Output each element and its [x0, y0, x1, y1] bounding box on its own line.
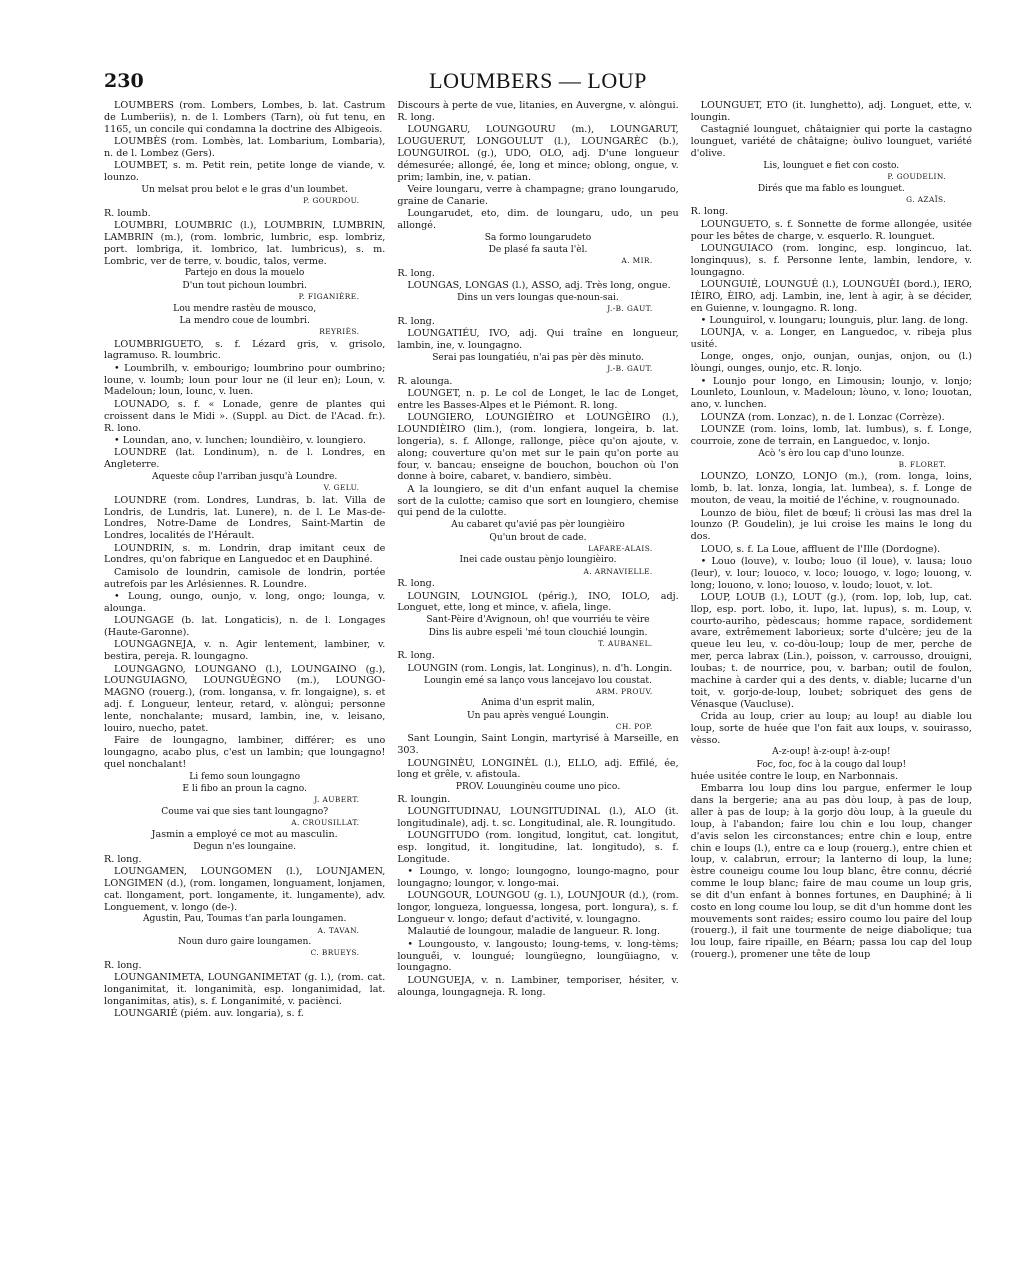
- quotation-line: Partejo en dous la mouelo: [184, 268, 305, 279]
- quotation-line: Qu'un brout de cade.: [489, 532, 587, 543]
- running-title: LOUMBERS — LOUP: [429, 68, 647, 93]
- reference-line: R. long.: [104, 959, 142, 971]
- page-number: 230: [104, 70, 144, 92]
- quotation-line: Sa formo loungarudeto: [484, 232, 592, 243]
- quotation-line: A-z-oup! à-z-oup! à-z-oup!: [772, 747, 891, 758]
- dictionary-entry: LOUNZO, LONZO, LONJO (m.), (rom. longa, loins, lomb, b. lat. lonza, longia, lat. lumbea), s. f. Longe de mouton, de veau, la moitié de l'échine, v. rougnounado.: [690, 471, 972, 507]
- dictionary-entry: A la loungiero, se dit d'un enfant auquel la chemise sort de la culotte; camiso que sort en loungiero, chemise qui pend de la culotte.: [397, 483, 679, 519]
- dictionary-entry: LOUNADO, s. f. « Lonade, genre de plantes qui croissent dans le Midi ». (Suppl. au Dict. de l'Acad. fr.). R. lono.: [104, 398, 386, 434]
- quotation-line: Li femo soun loungagno: [189, 771, 301, 782]
- column-middle: [397, 100, 678, 1172]
- reference-line: R. long.: [397, 578, 435, 590]
- dictionary-entry: • Loung, oungo, ounjo, v. long, ongo; lounga, v. alounga.: [104, 590, 386, 614]
- dictionary-entry: Loungarudet, eto, dim. de loungaru, udo, un peu allongé.: [397, 208, 679, 231]
- dictionary-entry: Lounzo de biòu, filet de bœuf; li cròusi las mas drel la lounzo (P. Goudelin), je lui croise les mains le long du dos.: [690, 507, 972, 543]
- dictionary-entry: LOUNZE (rom. loins, lomb, lat. lumbus), s. f. Longe, courroie, zone de terrain, en Languedoc, v. lonjo.: [690, 424, 972, 447]
- quote-attribution: J.-B. GAUT.: [607, 304, 653, 314]
- quotation-line: Inei cade oustau pènjo loungièiro.: [459, 555, 617, 566]
- dictionary-entry: • Lounguirol, v. loungaru; lounguis, plur. lang. de long.: [700, 314, 969, 326]
- dictionary-entry: LOUNDRE (lat. Londinum), n. de l. Londres, en Angleterre.: [104, 447, 386, 471]
- dictionary-entry: LOUMBERS (rom. Lombers, Lombes, b. lat. Castrum de Lumberiis), n. de l. Lombers (Tarn), où fut tenu, en 1165, un concile qui condamna la doctrine des Albigeois.: [104, 100, 386, 135]
- dictionary-entry: • Louo (louve), v. loubo; louo (il loue), v. lausa; louo (leur), v. lour; louoco, v. loco; louogo, v. logo; louong, v. long; louono, v. lono; louoso, v. loudo; louot, v. lot.: [690, 555, 972, 591]
- dictionary-entry: LOUNGET, n. p. Le col de Longet, le lac de Longet, entre les Basses-Alpes et le Piémont. R. long.: [397, 388, 679, 411]
- quotation-line: La mendro coue de loumbri.: [179, 315, 310, 326]
- quote-attribution: P. GOURDOU.: [303, 196, 360, 206]
- dictionary-entry: LOUNGIN, LOUNGIOL (périg.), INO, IOLO, adj. Longuet, ette, long et mince, v. afiela, linge.: [397, 590, 679, 614]
- column-right: [691, 100, 972, 1172]
- dictionary-entry: LOUNGAS, LONGAS (l.), ASSO, adj. Très long, ongue.: [407, 280, 671, 292]
- dictionary-entry: Longe, onges, onjo, ounjan, ounjas, onjon, ou (l.) lòungi, ounges, ounjo, etc. R. lonjo.: [690, 351, 972, 375]
- quotation-line: Un melsat prou belot e le gras d'un loumbet.: [141, 184, 348, 195]
- dictionary-entry: Malautié de loungour, maladie de langueur. R. long.: [407, 926, 661, 938]
- dictionary-entry: LOUMBET, s. m. Petit rein, petite longe de viande, v. lounzo.: [104, 160, 386, 184]
- dictionary-entry: LOUNGARU, LOUNGOURU (m.), LOUNGARUT, LOUGUERUT, LONGOULUT (l.), LOUNGARÈC (b.), LOUNGUIROL (g.), UDO, OLO, adj. D'une longueur démesurée; allongé, ée, long et mince; oblong, ongue, v. prim; lambin, ine, v. patian.: [397, 124, 679, 183]
- dictionary-entry: Crida au loup, crier au loup; au loup! au diable lou loup, sorte de huée que l'on fait aux loups, v. souirasso, vèsso.: [690, 710, 972, 746]
- reference-line: R. long.: [690, 206, 729, 218]
- dictionary-entry: LOUO, s. f. La Loue, affluent de l'Ille (Dordogne).: [700, 543, 941, 555]
- dictionary-entry: LOUNGAMEN, LOUNGOMEN (l.), LOUNJAMEN, LONGIMEN (d.), (rom. longamen, longuament, lonjamen, cat. llongament, port. longamente, it. lungamente), adv. Longuement, v. longo (de-).: [104, 865, 386, 913]
- quote-attribution: C. BRUEYS.: [310, 948, 360, 958]
- reference-line: R. long.: [397, 315, 435, 327]
- dictionary-entry: LOUNGAGNO, LOUNGANO (l.), LOUNGAINO (g.), LOUNGUIAGNO, LOUNGUÈGNO (m.), LOUNGO-MAGNO (rouerg.), (rom. longansa, v. fr. longaigne), s. et adj. f. Longueur, lenteur, retard, v. alòngui; personne lente, nonchalante; musard, lambin, ine, v. leisano, louiro, nuecho, patet.: [104, 663, 386, 734]
- dictionary-entry: LOUNGOUR, LOUNGOU (g. l.), LOUNJOUR (d.), (rom. longor, longueza, longuessa, longesa, port. longura), s. f. Longueur v. longo; defaut d'activité, v. loungagno.: [397, 890, 679, 926]
- dictionary-entry: Castagnié lounguet, châtaignier qui porte la castagno lounguet, variété de châtaigne; òulivo lounguet, variété d'olive.: [690, 124, 972, 159]
- dictionary-entry: LOUNGUET, ETO (it. lunghetto), adj. Longuet, ette, v. loungin.: [690, 100, 972, 123]
- quote-attribution: REYRIÈS.: [319, 327, 360, 337]
- dictionary-entry: LOUP, LOUB (l.), LOUT (g.), (rom. lop, lob, lup, cat. llop, esp. port. lobo, it. lupo, lat. lupus), s. m. Loup, v. courto-auriho, pèdescaus; homme rapace, sordidement avare, extrêmement laborieux; sorte d'ulcère; jeu de la queue leu leu, v. co-dòu-loup; loup de mer, perche de mer, perca labrax (Lin.), poisson, v. carrousso, drouigni, loubas; t. de nourrice, pou, v. barban; outil de foulon, machine à carder qui a des dents, v. diable; lucarne d'un toit, v. gorjo-de-loup, loubet; sobriquet des gens de Vénasque (Vaucluse).: [690, 591, 972, 710]
- dictionary-entry: LOUNGIN (rom. Longis, lat. Longinus), n. d'h. Longin.: [407, 662, 673, 674]
- reference-line: R. alounga.: [397, 375, 453, 387]
- quotation-line: Lou mendre rastèu de mousco,: [173, 303, 317, 314]
- dictionary-entry: • Loungo, v. longo; loungogno, loungo-magno, pour loungagno; loungor, v. longo-mai.: [397, 866, 679, 889]
- quotation-line: Dins un vers loungas que-noun-sai.: [457, 293, 619, 304]
- dictionary-entry: Faire de loungagno, lambiner, différer; es uno loungagno, acabo plus, c'est un lambin; que loungagno! quel nonchalant!: [104, 735, 386, 770]
- text-columns: [104, 100, 972, 1172]
- dictionary-entry: LOUNGIERO, LOUNGIÈIRO et LOUNGÈIRO (l.), LOUNDIÈIRO (lim.), (rom. longiera, longeira, b. lat. longeria), s. f. Allonge, rallonge, pièce qu'on ajoute, v. along; couverture qu'on met sur le pain qu'on porte au four, v. bancau; enseigne de bouchon, bouchon où l'on donne à boire, cabaret, v. bandiero, simbèu.: [397, 412, 679, 483]
- page-header: [104, 66, 972, 96]
- quotation-line: Au cabaret qu'avié pas pèr loungièiro: [451, 520, 625, 531]
- quote-attribution: A. TAVAN.: [317, 925, 360, 935]
- dictionary-entry: LOUNGITUDO (rom. longitud, longitut, cat. longitut, esp. longitud, it. longitudine, lat. longitudo), s. f. Longitude.: [397, 830, 679, 865]
- quote-attribution: A. MIR.: [621, 256, 653, 266]
- dictionary-entry: LOUNGANIMETA, LOUNGANIMETAT (g. l.), (rom. cat. longanimitat, it. longanimità, esp. longanimidad, lat. longanimitas, atis), s. f. Longanimité, v. paciènci.: [104, 972, 386, 1007]
- dictionary-entry: LOUNGAGE (b. lat. Longaticis), n. de l. Longages (Haute-Garonne).: [104, 615, 386, 638]
- dictionary-entry: Sant Loungin, Saint Longin, martyrisé à Marseille, en 303.: [397, 733, 679, 757]
- dictionary-entry: LOUNGUIACO (rom. longinc, esp. longincuo, lat. longinquus), s. f. Personne lente, lambin, lendore, v. loungagno.: [690, 242, 972, 278]
- quote-attribution: ARM. PROUV.: [595, 686, 653, 696]
- dictionary-entry: • Loumbrilh, v. embourigo; loumbrino pour oumbrino; loune, v. loumb; loun pour lour ne (il leur en); Loun, v. Madeloun; loun, lounc, v. luen.: [104, 362, 386, 398]
- dictionary-entry: LOUNGUEJA, v. n. Lambiner, temporiser, hésiter, v. alounga, loungagneja. R. long.: [397, 974, 679, 998]
- dictionary-entry: Camisolo de loundrin, camisole de londrin, portée autrefois par les Arlésiennes. R. Loundre.: [104, 566, 386, 590]
- quote-attribution: G. AZAÏS.: [906, 194, 946, 204]
- reference-line: huée usitée contre le loup, en Narbonnais.: [690, 770, 899, 782]
- quote-attribution: A. ARNAVIELLE.: [583, 566, 653, 576]
- reference-line: Discours à perte de vue, litanies, en Auvergne, v. alòngui. R. long.: [397, 100, 679, 123]
- quotation-line: Loungin emé sa lanço vous lancejavo lou coustat.: [424, 675, 652, 686]
- quote-attribution: LAFARE-ALAIS.: [588, 543, 653, 553]
- quotation-line: Noun duro gaire loungamen.: [178, 937, 312, 948]
- dictionary-entry: LOUNGINÈU, LONGINÈL (l.), ELLO, adj. Effilé, ée, long et grêle, v. afistoula.: [397, 757, 679, 781]
- reference-line: R. long.: [104, 853, 142, 865]
- quotation-line: Agustin, Pau, Toumas t'an parla loungamen.: [142, 914, 347, 925]
- dictionary-entry: LOUNGARIÉ (piém. auv. longaria), s. f.: [114, 1008, 304, 1020]
- dictionary-entry: Veire loungaru, verre à champagne; grano loungarudo, graine de Canarie.: [397, 183, 679, 207]
- quote-attribution: A. CROUSILLAT.: [291, 817, 360, 827]
- dictionary-entry: LOUNDRIN, s. m. Londrin, drap imitant ceux de Londres, qu'on fabrique en Languedoc et en Dauphiné.: [104, 542, 386, 566]
- reference-line: R. loungin.: [397, 793, 451, 805]
- quote-attribution: P. FIGANIÈRE.: [298, 292, 360, 302]
- dictionary-entry: LOUMBRI, LOUMBRIC (l.), LOUMBRIN, LUMBRIN, LAMBRIN (m.), (rom. lombric, lumbric, esp. lombriz, port. lombriga, it. lombrico, lat. lumbricus), s. m. Lombric, ver de terre, v. boudic, talos, verme.: [104, 220, 386, 267]
- dictionary-entry: LOUNDRE (rom. Londres, Lundras, b. lat. Villa de Londris, de Lundris, lat. Lunere), n. de l. Le Mas-de-Londres, Notre-Dame de Londres, Saint-Martin de Londres, localités de l'Hérault.: [104, 494, 386, 542]
- quotation-line: Coume vai que sies tant loungagno?: [161, 806, 329, 817]
- dictionary-entry: LOUNGUIÉ, LOUNGUÉ (l.), LOUNGUÈI (bord.), IERO, IÈIRO, ÈIRO, adj. Lambin, ine, lent à agir, à se décider, en Guienne, v. loungagno. R. long.: [690, 278, 972, 314]
- dictionary-entry: • Loungousto, v. langousto; loung-tems, v. long-tèms; loungue̋i, v. loungué; loungüegno, loungüiagno, v. loungagno.: [397, 938, 679, 974]
- centered-note: Jasmin a employé ce mot au masculin.: [151, 829, 338, 841]
- dictionary-entry: Embarra lou loup dins lou pargue, enfermer le loup dans la bergerie; ana au pas dòu loup, à pas de loup, aller à pas de loup; à la gorjo dòu loup, à la gueule du loup, à l'abandon; faire lou chin e lou loup, changer d'avis selon les circonstances; entre chin e loup, entre chin e loups (l.), entre ca e loup (rouerg.), entre chien et loup, v. calabrun, errour; la lanterno di loup, la lune; èstre couneigu coume lou loup blanc, être connu, décrié comme le loup blanc; faire de mau coume un loup gris, se dit d'un enfant à bonnes fortunes, en Dauphiné; à li costo en long coume lou loup, se dit d'un homme dont les mouvements sont raides; essiro coumo lou paire del loup (rouerg.), il fait une tourmente de neige diabolique; tua lou loup, faire ripaille, en Béarn; passa lou cap del loup (rouerg.), promener une tête de loup: [690, 783, 972, 961]
- quote-attribution: J. AUBERT.: [314, 795, 360, 805]
- quote-attribution: P. GOUDELIN.: [887, 172, 946, 182]
- quotation-line: PROV. Louunginèu coume uno pico.: [455, 782, 621, 793]
- reference-line: R. loumb.: [104, 207, 151, 219]
- quote-attribution: T. AUBANEL.: [598, 638, 653, 648]
- quote-attribution: CH. POP.: [615, 721, 653, 731]
- dictionary-entry: LOUNGITUDINAU, LOUNGITUDINAL (l.), ALO (it. longitudinale), adj. t. sc. Longitudinal, ale. R. loungitudo.: [397, 805, 679, 829]
- quotation-line: D'un tout pichoun loumbri.: [182, 280, 307, 291]
- dictionary-entry: LOUNGATIÉU, IVO, adj. Qui traîne en longueur, lambin, ine, v. loungagno.: [397, 328, 679, 352]
- quotation-line: E li fibo an proun la cagno.: [182, 783, 307, 794]
- reference-line: R. long.: [397, 650, 435, 662]
- dictionary-entry: LOUNGAGNEJA, v. n. Agir lentement, lambiner, v. bestira, pereja. R. loungagno.: [104, 639, 386, 663]
- quotation-line: Aqueste côup l'arriban jusqu'à Loundre.: [152, 471, 338, 482]
- reference-line: R. long.: [397, 267, 435, 279]
- dictionary-entry: LOUNGUETO, s. f. Sonnette de forme allongée, usitée pour les bêtes de charge, v. esquerlo. R. lounguet.: [690, 218, 972, 242]
- dictionary-entry: LOUMBRIGUETO, s. f. Lézard gris, v. grisolo, lagramuso. R. loumbric.: [104, 338, 386, 362]
- dictionary-entry: LOUNJA, v. a. Longer, en Languedoc, v. ribeja plus usité.: [690, 327, 972, 351]
- dictionary-entry: LOUNZA (rom. Lonzac), n. de l. Lonzac (Corrèze).: [700, 411, 945, 423]
- quote-attribution: J.-B. GAUT.: [607, 364, 653, 374]
- quotation-line: Dirés que ma fablo es lounguet.: [757, 183, 905, 194]
- quotation-line: Un pau après vengué Loungin.: [467, 710, 609, 721]
- quotation-line: Dins lis aubre espeli 'mé toun clouchié loungin.: [428, 627, 648, 638]
- quotation-line: Acò 's èro lou cap d'uno lounze.: [758, 448, 905, 459]
- quote-attribution: B. FLORET.: [898, 459, 946, 469]
- quotation-line: Anima d'un esprit malin,: [481, 698, 595, 709]
- quote-attribution: V. GELU.: [323, 483, 360, 493]
- quotation-line: De plasé fa sauta l'èl.: [488, 245, 588, 256]
- dictionary-entry: LOUMBÈS (rom. Lombès, lat. Lombarium, Lombaria), n. de l. Lombez (Gers).: [104, 136, 386, 159]
- column-left: [104, 100, 385, 1172]
- quotation-line: Degun n'es loungaine.: [193, 842, 297, 853]
- dictionary-entry: • Loundan, ano, v. lunchen; loundièiro, v. loungiero.: [114, 434, 366, 446]
- quotation-line: Foc, foc, foc à la cougo dal loup!: [756, 759, 907, 770]
- quotation-line: Serai pas loungatiéu, n'ai pas pèr dès minuto.: [432, 352, 644, 363]
- dictionary-entry: • Lounjo pour longo, en Limousin; lounjo, v. lonjo; Lounleto, Lounloun, v. Madeloun; lòuno, v. lono; louotan, ano, v. lunchen.: [690, 375, 972, 411]
- quotation-line: Lis, lounguet e fiet con costo.: [763, 160, 900, 171]
- quotation-line: Sant-Pèire d'Avignoun, oh! que vourriéu te vèire: [426, 615, 650, 626]
